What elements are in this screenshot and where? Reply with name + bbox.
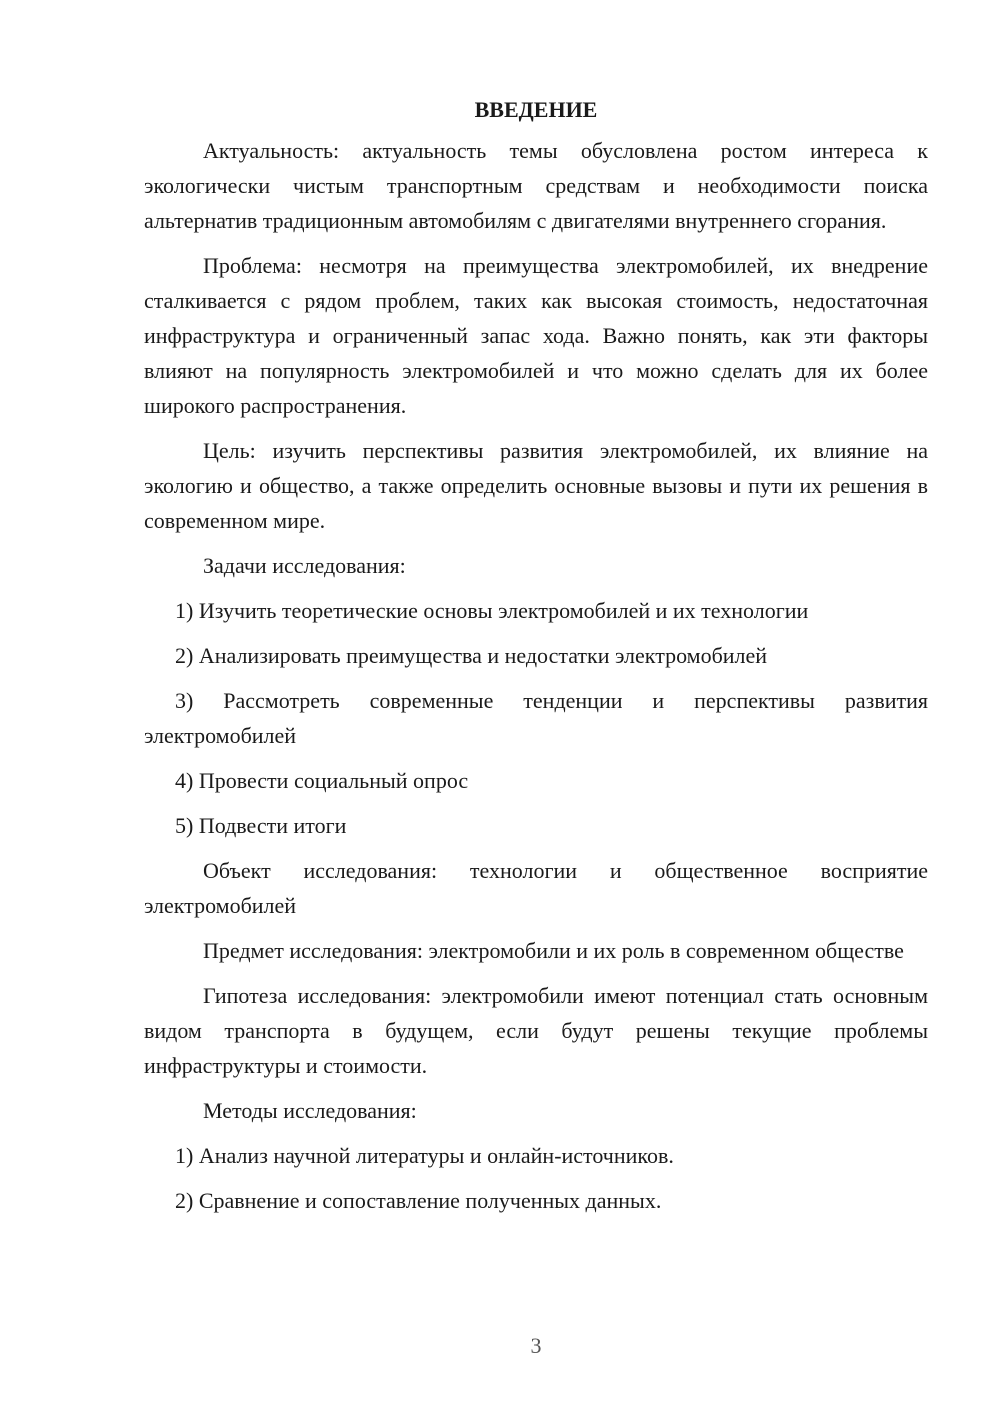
- object-paragraph: Объект исследования: технологии и общественное восприятие электромобилей: [144, 858, 928, 918]
- page-number: 3: [530, 1333, 542, 1358]
- page-title: ВВЕДЕНИЕ: [474, 97, 598, 122]
- task-item: 4) Провести социальный опрос: [175, 768, 469, 793]
- subject-paragraph: Предмет исследования: электромобили и их роль в современном обществе: [203, 938, 904, 963]
- relevance-paragraph: Актуальность: актуальность темы обусловлена ростом интереса к экологически чистым транспортным средствам и необходимости поиска альтернатив традиционным автомобилям с двигателями внутреннего сгорания.: [144, 138, 928, 233]
- tasks-heading: Задачи исследования:: [203, 553, 406, 578]
- task-item: 1) Изучить теоретические основы электромобилей и их технологии: [175, 598, 809, 623]
- method-item: 1) Анализ научной литературы и онлайн-источников.: [175, 1143, 674, 1168]
- document-page: [144, 92, 928, 1228]
- hypothesis-paragraph: Гипотеза исследования: электромобили имеют потенциал стать основным видом транспорта в будущем, если будут решены текущие проблемы инфраструктуры и стоимости.: [144, 983, 928, 1078]
- task-item: 3) Рассмотреть современные тенденции и перспективы развития электромобилей: [144, 688, 928, 748]
- method-item: 2) Сравнение и сопоставление полученных данных.: [175, 1188, 662, 1213]
- problem-paragraph: Проблема: несмотря на преимущества электромобилей, их внедрение сталкивается с рядом проблем, таких как высокая стоимость, недостаточная инфраструктура и ограниченный запас хода. Важно понять, как эти факторы влияют на популярность электромобилей и что можно сделать для их более широкого распространения.: [144, 253, 928, 418]
- goal-paragraph: Цель: изучить перспективы развития электромобилей, их влияние на экологию и общество, а также определить основные вызовы и пути их решения в современном мире.: [144, 438, 928, 533]
- methods-heading: Методы исследования:: [203, 1098, 417, 1123]
- task-item: 5) Подвести итоги: [175, 813, 347, 838]
- task-item: 2) Анализировать преимущества и недостатки электромобилей: [175, 643, 768, 668]
